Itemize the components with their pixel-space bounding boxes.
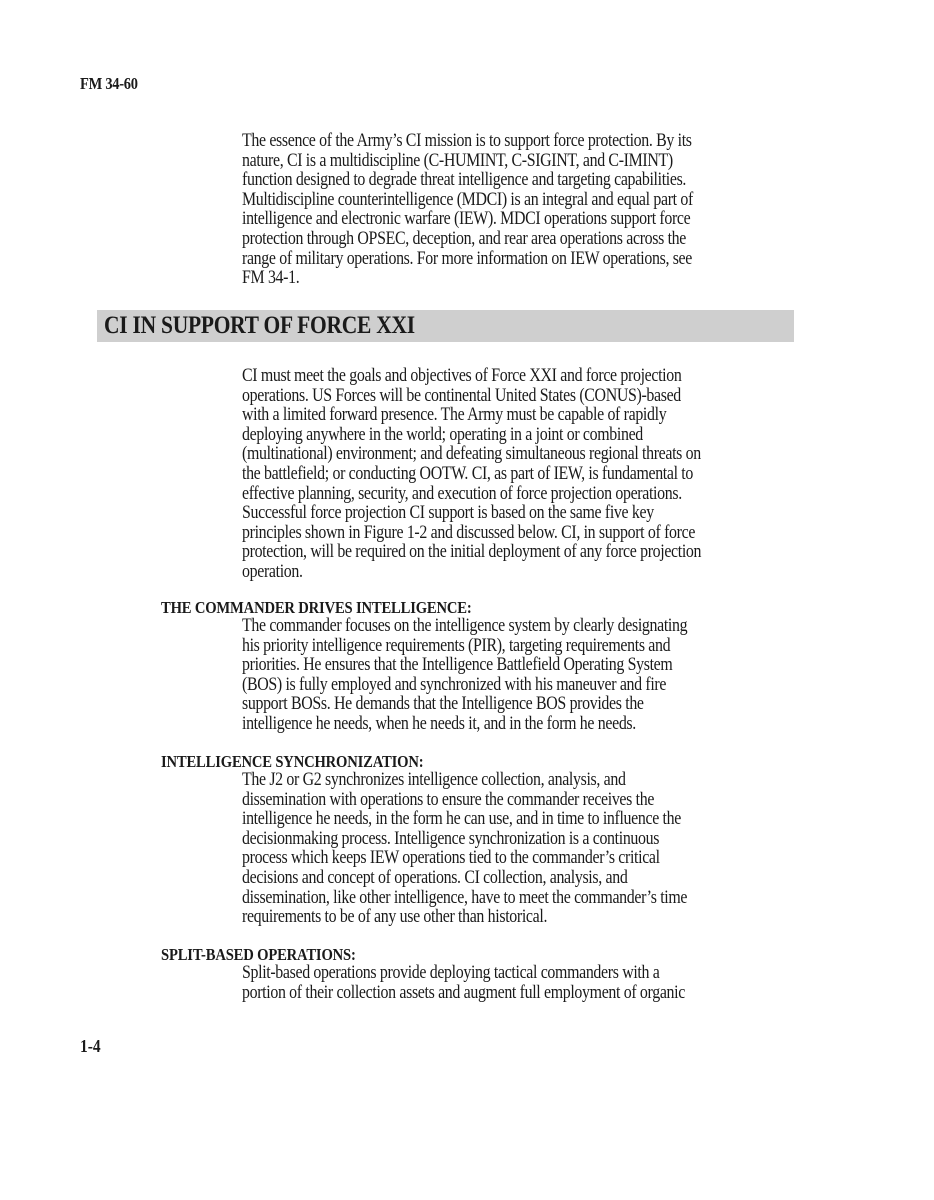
text-line: FM 34-1. bbox=[242, 268, 300, 289]
section-heading-bar bbox=[97, 310, 794, 342]
principle-paragraph bbox=[242, 617, 760, 735]
text-line: operation. bbox=[242, 561, 303, 582]
text-line: Successful force projection CI support is based on the same five key bbox=[242, 503, 654, 524]
text-line: priorities. He ensures that the Intelligence Battlefield Operating System bbox=[242, 655, 673, 676]
text-line: principles shown in Figure 1-2 and discussed below. CI, in support of force bbox=[242, 522, 696, 543]
text-line: dissemination with operations to ensure the commander receives the bbox=[242, 789, 655, 810]
section-paragraph bbox=[242, 367, 776, 583]
text-line: intelligence he needs, in the form he can use, and in time to influence the bbox=[242, 809, 681, 830]
text-line: function designed to degrade threat intelligence and targeting capabilities. bbox=[242, 170, 687, 191]
subheading-commander-drives-intelligence: THE COMMANDER DRIVES INTELLIGENCE: bbox=[161, 598, 472, 617]
text-line: operations. US Forces will be continental United States (CONUS)-based bbox=[242, 385, 681, 406]
text-line: (BOS) is fully employed and synchronized with his maneuver and fire bbox=[242, 674, 667, 695]
text-line: with a limited forward presence. The Army must be capable of rapidly bbox=[242, 405, 667, 426]
text-line: Multidiscipline counterintelligence (MDCI) is an integral and equal part of bbox=[242, 189, 693, 210]
text-line: intelligence he needs, when he needs it, and in the form he needs. bbox=[242, 713, 636, 734]
document-id: FM 34-60 bbox=[80, 74, 138, 93]
page-number: 1-4 bbox=[80, 1036, 101, 1056]
text-line: The essence of the Army’s CI mission is to support force protection. By its bbox=[242, 131, 692, 151]
text-line: portion of their collection assets and augment full employment of organic bbox=[242, 982, 685, 1003]
text-line: process which keeps IEW operations tied to the commander’s critical bbox=[242, 848, 660, 869]
text-line: support BOSs. He demands that the Intelligence BOS provides the bbox=[242, 694, 644, 715]
intro-paragraph bbox=[242, 132, 766, 289]
text-line: requirements to be of any use other than historical. bbox=[242, 907, 548, 928]
text-line: nature, CI is a multidiscipline (C-HUMINT, C-SIGINT, and C-IMINT) bbox=[242, 150, 673, 171]
text-line: deploying anywhere in the world; operating in a joint or combined bbox=[242, 424, 643, 445]
text-line: effective planning, security, and execution of force projection operations. bbox=[242, 483, 682, 504]
text-line: his priority intelligence requirements (PIR), targeting requirements and bbox=[242, 635, 671, 656]
section-title: CI IN SUPPORT OF FORCE XXI bbox=[104, 312, 415, 339]
text-line: CI must meet the goals and objectives of Force XXI and force projection bbox=[242, 366, 682, 386]
subheading-split-based-operations: SPLIT-BASED OPERATIONS: bbox=[161, 945, 356, 964]
text-line: range of military operations. For more information on IEW operations, see bbox=[242, 248, 693, 269]
principle-paragraph bbox=[242, 771, 760, 928]
subheading-intelligence-synchronization: INTELLIGENCE SYNCHRONIZATION: bbox=[161, 752, 424, 771]
text-line: The J2 or G2 synchronizes intelligence collection, analysis, and bbox=[242, 770, 626, 790]
text-line: protection through OPSEC, deception, and rear area operations across the bbox=[242, 228, 686, 249]
text-line: protection, will be required on the initial deployment of any force projection bbox=[242, 542, 702, 563]
text-line: The commander focuses on the intelligence system by clearly designating bbox=[242, 616, 688, 636]
text-line: (multinational) environment; and defeating simultaneous regional threats on bbox=[242, 444, 701, 465]
text-line: Split-based operations provide deploying tactical commanders with a bbox=[242, 963, 660, 983]
principle-paragraph bbox=[242, 964, 757, 1003]
text-line: decisions and concept of operations. CI collection, analysis, and bbox=[242, 867, 628, 888]
text-line: dissemination, like other intelligence, have to meet the commander’s time bbox=[242, 887, 688, 908]
text-line: decisionmaking process. Intelligence synchronization is a continuous bbox=[242, 828, 660, 849]
text-line: the battlefield; or conducting OOTW. CI, as part of IEW, is fundamental to bbox=[242, 463, 694, 484]
text-line: intelligence and electronic warfare (IEW). MDCI operations support force bbox=[242, 209, 691, 230]
